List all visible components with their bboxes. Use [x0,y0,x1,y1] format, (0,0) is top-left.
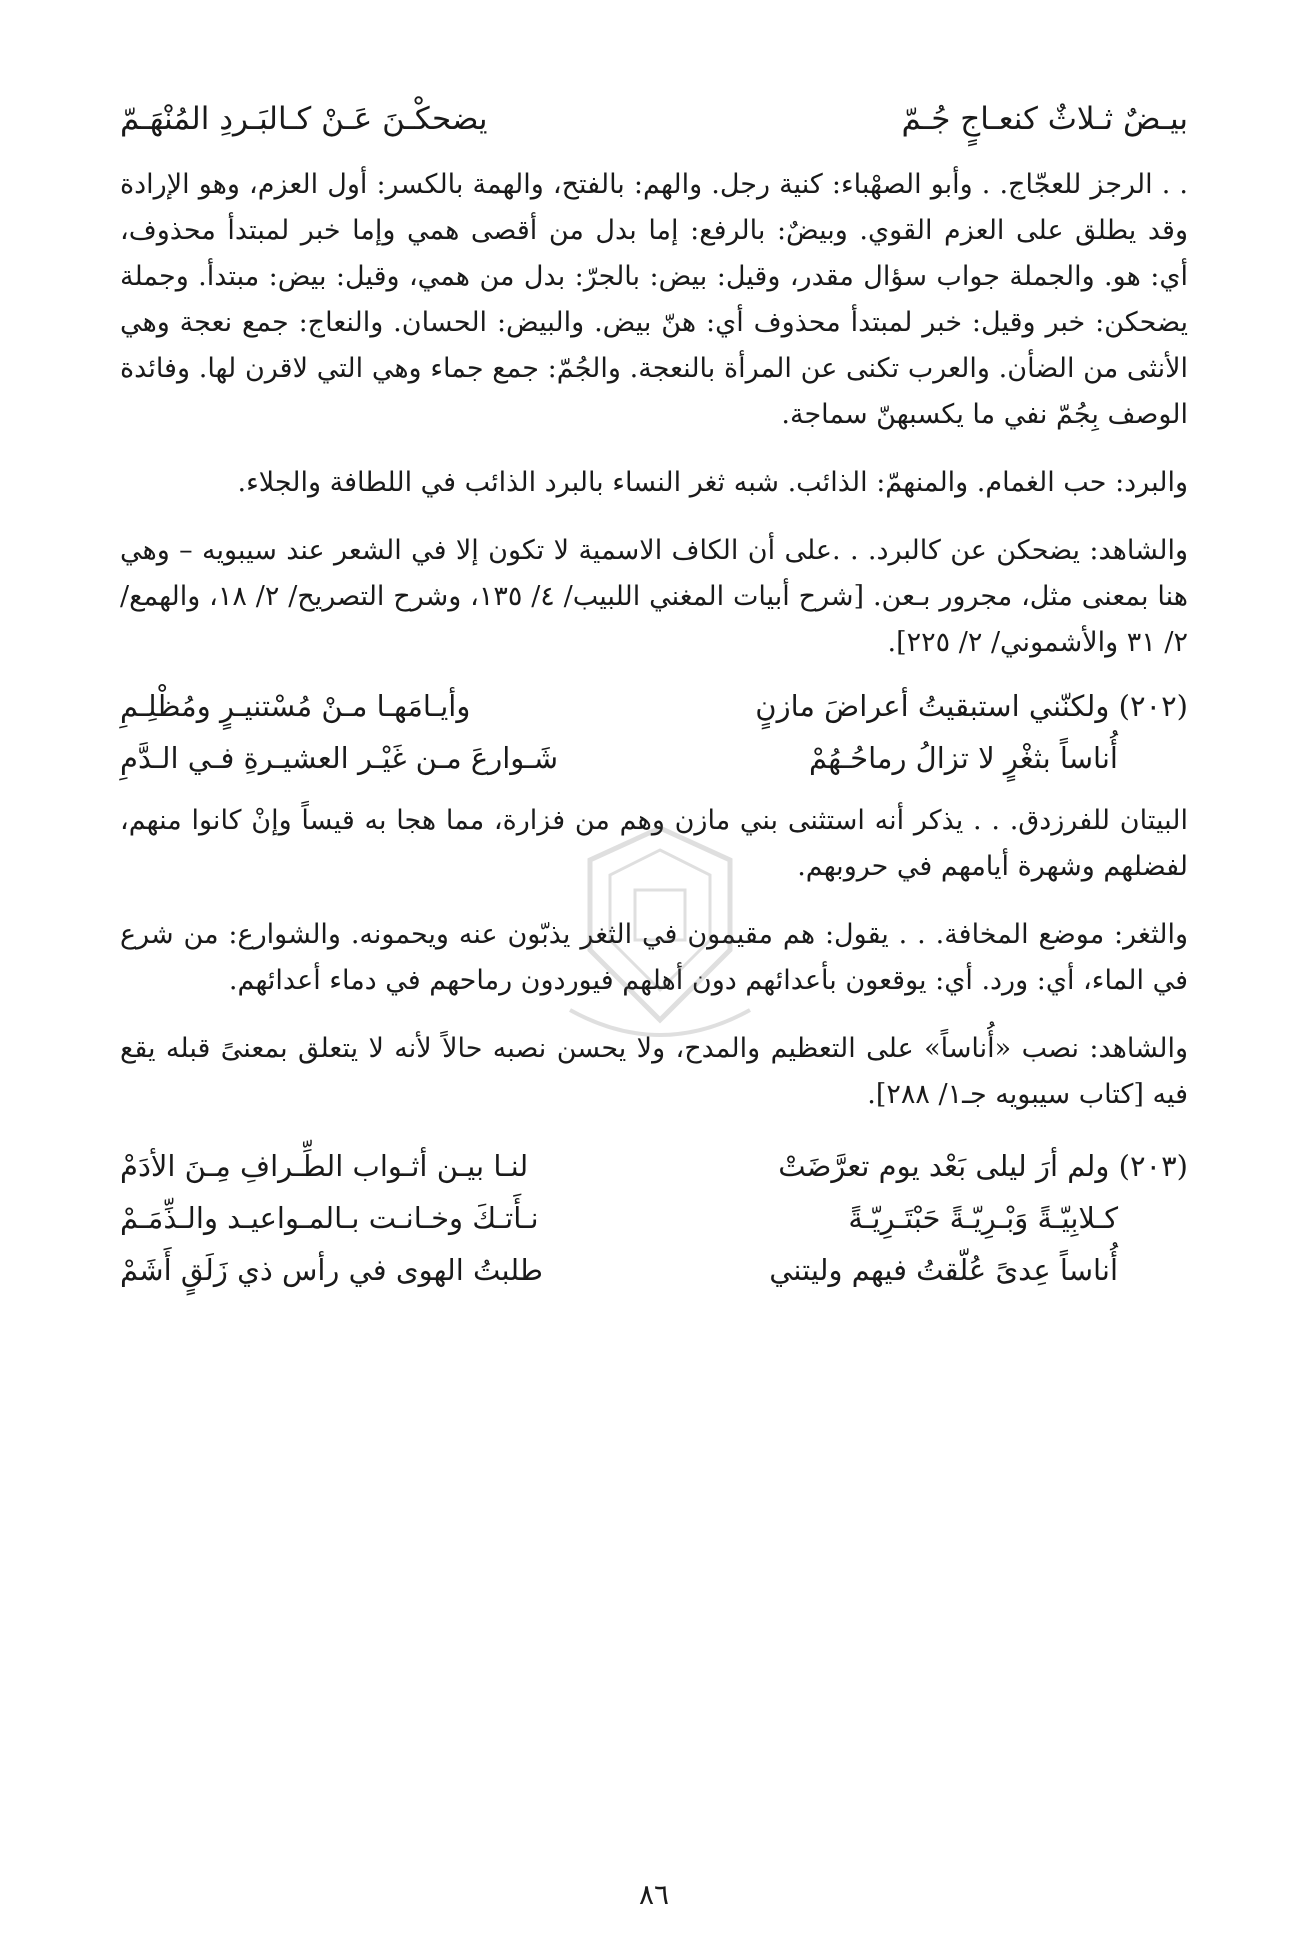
poem-hemistich-left: طلبتُ الهوى في رأس ذي زَلَقٍ أَشَمْ [120,1253,543,1287]
opening-verse [120,90,1188,148]
poem-203 [120,1140,1188,1296]
poem-line [120,680,1188,732]
poem-hemistich-left: نـأَتـكَ وخـانـت بـالمـواعيـد والـذِّمَـمْ [120,1201,539,1235]
verse-hemistich-right: بيـضٌ ثـلاثٌ كنعـاجٍ جُـمّ [901,101,1188,137]
library-seal-icon [540,820,780,1060]
poem-hemistich-right: أُناساً عِدىً عُلّقتُ فيهم وليتني [769,1253,1118,1287]
poem-line [120,1140,1188,1192]
commentary-paragraph: . . الرجز للعجّاج. . وأبو الصهْباء: كنية رجل. والهم: بالفتح، والهمة بالكسر: أول العزم، وهو الإرادة وقد يطلق على العزم القوي. وبيضٌ: بالرفع: إما بدل من أقصى همي وإما خبر لمبتدأ محذوف، أي: هو. والجملة جواب سؤال مقدر، وقيل: بيض: بالجرّ: بدل من همي، وقيل: بيض: مبتدأ. وجملة يضحكن: خبر وقيل: خبر لمبتدأ محذوف أي: هنّ بيض. والبيض: الحسان. والنعاج: جمع نعجة وهي الأنثى من الضأن. والعرب تكنى عن المرأة بالنعجة. والجُمّ: جمع جماء وهي التي لاقرن لها. وفائدة الوصف بِجُمّ نفي ما يكسبهنّ سماجة. [120,169,1188,430]
commentary-paragraph: والبرد: حب الغمام. والمنهمّ: الذائب. شبه ثغر النساء بالبرد الذائب في اللطافة والجلاء. [237,467,1188,498]
commentary-paragraph: والثغر: موضع المخافة. . . يقول: هم مقيمون في الثغر يذبّون عنه ويحمونه. والشوارع: من شرع في الماء، أي: ورد. أي: يوقعون بأعدائهم دون أهلهم فيوردون رماحهم في دماء أعدائهم. [120,919,1188,996]
poem-line [120,1192,1188,1244]
poem-202 [120,680,1188,784]
poem-hemistich-left: شَـوارعَ مـن غَيْـر العشيـرةِ فـي الـدَّمِ [120,741,559,775]
hemistich-text: ولم أرَ ليلى بَعْد يوم تعرَّضَتْ [778,1149,1110,1183]
poem-number: (٢٠٢) [1118,689,1188,723]
page-number: ٨٦ [638,1878,670,1911]
poem-line [120,1244,1188,1296]
poem-line [120,732,1188,784]
verse-hemistich-left: يضحكْـنَ عَـنْ كـالبَـردِ المُنْهَـمّ [120,101,488,137]
poem-hemistich-left: لنـا بيـن أثـواب الطِّـرافِ مِـنَ الأدَمْ [120,1149,529,1183]
poem-number: (٢٠٣) [1118,1149,1188,1183]
evidence-paragraph: والشاهد: يضحكن عن كالبرد. . .على أن الكاف الاسمية لا تكون إلا في الشعر عند سيبويه – وهي هنا بمعنى مثل، مجرور بـعن. [شرح أبيات المغني اللبيب/ ٤/ ١٣٥، وشرح التصريح/ ٢/ ١٨، والهمع/ ٢/ ٣١ والأشموني/ ٢/ ٢٢٥]. [120,535,1188,658]
evidence-paragraph: والشاهد: نصب «أُناساً» على التعظيم والمدح، ولا يحسن نصبه حالاً لأنه لا يتعلق بمعنىً قبله يقع فيه [كتاب سيبويه جـ١/ ٢٨٨]. [120,1033,1188,1110]
commentary-paragraph: البيتان للفرزدق. . . يذكر أنه استثنى بني مازن وهم من فزارة، مما هجا به قيساً وإنْ كانوا منهم، لفضلهم وشهرة أيامهم في حروبهم. [120,805,1188,882]
poem-hemistich-left: وأيـامَهـا مـنْ مُسْتنيـرٍ ومُظْلِـمِ [120,689,471,723]
poem-hemistich-right [778,1140,1188,1192]
poem-hemistich-right: كـلابِيّـةً وَبْـرِيّـةً حَبْتَـرِيّـةً [848,1201,1118,1235]
hemistich-text: ولكنّني استبقيتُ أعراضَ مازنٍ [755,689,1110,723]
poem-hemistich-right [755,680,1188,732]
poem-hemistich-right: أُناساً بثغْرٍ لا تزالُ رماحُـهُمْ [809,741,1118,775]
